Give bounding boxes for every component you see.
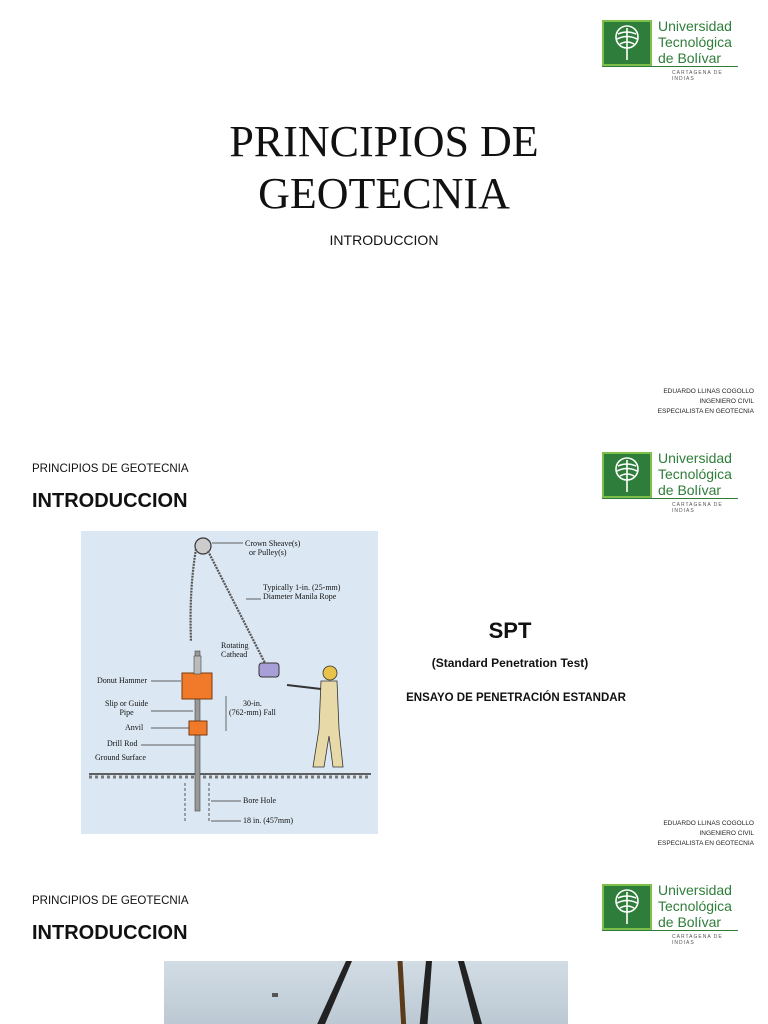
logo-line-3: de Bolívar — [658, 914, 722, 930]
logo-line-1: Universidad — [658, 450, 732, 466]
label-rope-1: Typically 1-in. (25-mm) — [263, 583, 341, 592]
author-role: INGENIERO CIVIL — [699, 830, 754, 837]
logo-tagline: CARTAGENA DE INDIAS — [672, 502, 723, 514]
logo-rule — [602, 66, 738, 67]
title-line-2: GEOTECNIA — [258, 169, 510, 218]
author-role: INGENIERO CIVIL — [699, 398, 754, 405]
logo-line-2: Tecnológica — [658, 466, 732, 482]
label-hammer: Donut Hammer — [97, 676, 147, 685]
label-rod: Drill Rod — [107, 739, 138, 748]
label-cathead-2: Cathead — [221, 650, 248, 659]
university-logo — [602, 882, 738, 946]
label-slip-1: Slip or Guide — [105, 699, 149, 708]
author-spec: ESPECIALISTA EN GEOTECNIA — [657, 408, 754, 415]
slide-subtitle: INTRODUCCION — [329, 232, 439, 248]
logo-line-3: de Bolívar — [658, 482, 722, 498]
logo-tagline: CARTAGENA DE INDIAS — [672, 934, 723, 946]
section-heading: INTRODUCCION — [32, 490, 188, 512]
logo-tagline: CARTAGENA DE INDIAS — [672, 70, 723, 82]
slide-title-heading — [0, 116, 768, 220]
spt-spanish: ENSAYO DE PENETRACIÓN ESTANDAR — [406, 692, 626, 704]
spt-subtitle: (Standard Penetration Test) — [431, 656, 589, 670]
spt-diagram — [81, 531, 378, 834]
author-block — [658, 819, 754, 849]
label-fall-1: 30-in. — [243, 699, 262, 708]
author-name: EDUARDO LLINAS COGOLLO — [663, 820, 754, 827]
course-label: PRINCIPIOS DE GEOTECNIA — [32, 895, 189, 907]
spt-title: SPT — [488, 618, 532, 643]
palm-tree-icon — [602, 452, 652, 498]
slide-spt — [0, 432, 768, 864]
label-fall-2: (762-mm) Fall — [229, 708, 276, 717]
palm-tree-icon — [602, 20, 652, 66]
label-anvil: Anvil — [125, 723, 144, 732]
logo-line-1: Universidad — [658, 18, 732, 34]
drill-rig-photo — [164, 961, 568, 1024]
label-crown-2: or Pulley(s) — [249, 548, 287, 557]
logo-line-3: de Bolívar — [658, 50, 722, 66]
section-heading: INTRODUCCION — [32, 922, 188, 944]
label-ground: Ground Surface — [95, 753, 146, 762]
title-line-1: PRINCIPIOS DE — [229, 117, 539, 166]
course-label: PRINCIPIOS DE GEOTECNIA — [32, 463, 189, 475]
logo-line-2: Tecnológica — [658, 34, 732, 50]
logo-rule — [602, 930, 738, 931]
label-slip-2: Pipe — [119, 708, 134, 717]
university-logo — [602, 18, 738, 82]
label-rope-2: Diameter Manila Rope — [263, 592, 337, 601]
author-block — [658, 387, 754, 417]
label-cathead-1: Rotating — [221, 641, 249, 650]
label-bore: Bore Hole — [243, 796, 277, 805]
logo-line-1: Universidad — [658, 882, 732, 898]
field-photo — [164, 961, 568, 1024]
logo-rule — [602, 498, 738, 499]
palm-tree-icon — [602, 884, 652, 930]
label-crown: Crown Sheave(s) — [245, 539, 301, 548]
slide-title — [0, 0, 768, 432]
author-name: EDUARDO LLINAS COGOLLO — [663, 388, 754, 395]
logo-line-2: Tecnológica — [658, 898, 732, 914]
label-depth: 18 in. (457mm) — [243, 816, 293, 825]
university-logo — [602, 450, 738, 514]
author-spec: ESPECIALISTA EN GEOTECNIA — [657, 840, 754, 847]
slide-photo — [0, 864, 768, 1024]
